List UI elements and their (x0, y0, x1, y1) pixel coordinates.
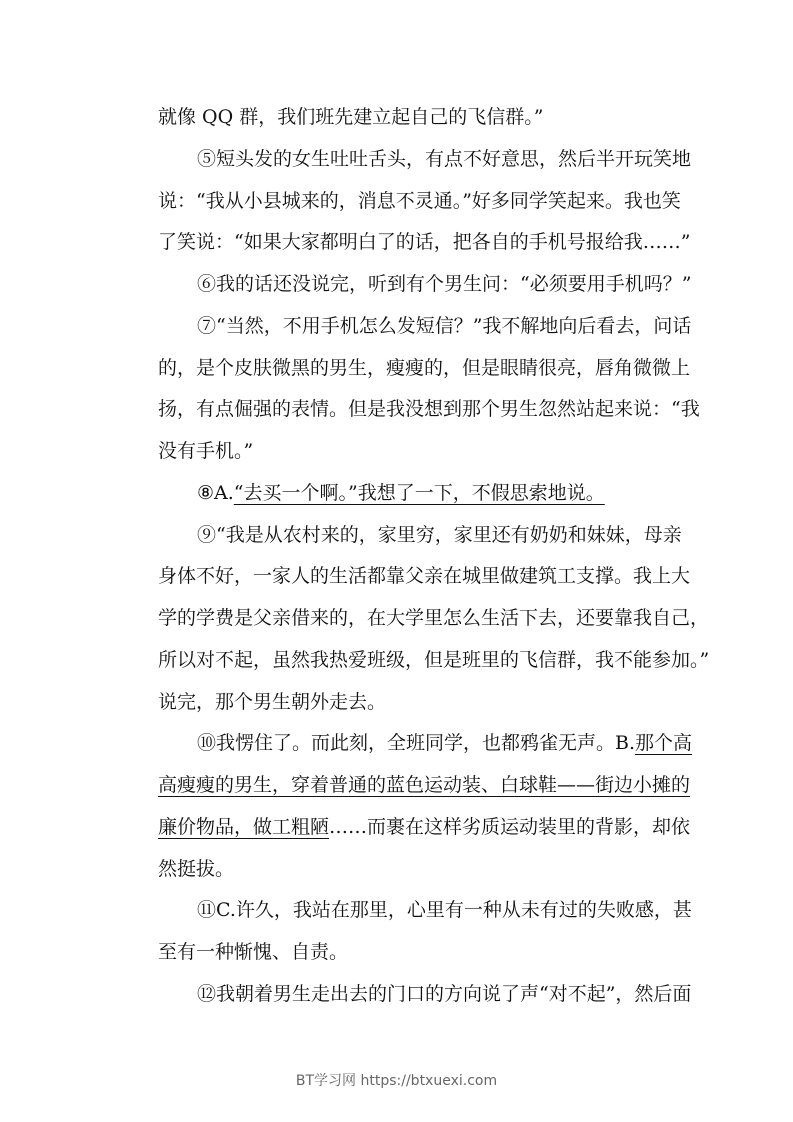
text-segment: ⑩我愣住了。而此刻，全班同学，也都鸦雀无声。B. (197, 732, 636, 755)
text-segment: ⑦“当然，不用手机怎么发短信？”我不解地向后看去，问话 (197, 314, 692, 337)
text-line (197, 312, 692, 340)
text-line (197, 980, 692, 1008)
text-segment: ⑫我朝着男生走出去的门口的方向说了声“对不起”，然后面 (197, 982, 692, 1005)
text-line (197, 729, 693, 757)
underlined-text: “去买一个啊。”我想了一下，不假思索地说。 (233, 481, 605, 504)
text-line (158, 354, 691, 382)
text-line (197, 145, 692, 173)
text-segment: 所以对不起，虽然我热爱班级，但是班里的飞信群，我不能参加。” (158, 648, 710, 671)
text-line (158, 562, 691, 590)
text-segment: ……而裹在这样劣质运动装里的背影，却依 (329, 815, 691, 838)
text-line (158, 103, 675, 131)
underlined-text: 高瘦瘦的男生，穿着普通的蓝色运动装、白球鞋——街边小摊的 (158, 774, 691, 796)
text-line (158, 395, 700, 423)
text-segment: 就像 QQ 群，我们班先建立起自己的飞信群。” (158, 106, 544, 128)
text-line (197, 896, 692, 924)
text-line (197, 521, 682, 549)
text-segment: 了笑说：“如果大家都明白了的话，把各自的手机号报给我……” (158, 231, 691, 254)
text-segment: 说完，那个男生朝外走去。 (158, 690, 387, 713)
text-segment: 的，是个皮肤微黑的男生，瘦瘦的，但是眼睛很亮，唇角微微上 (158, 356, 691, 379)
text-line (158, 855, 675, 883)
text-segment: ⑤短头发的女生吐吐舌头，有点不好意思，然后半开玩笑地 (197, 147, 692, 170)
text-segment: ⑧A. (197, 481, 234, 504)
text-line (197, 479, 675, 507)
footer-watermark[interactable]: BT学习网 https://btxuexi.com (295, 1073, 498, 1089)
text-line (158, 604, 710, 632)
text-line (158, 813, 691, 841)
text-line (158, 771, 691, 799)
text-line (158, 938, 675, 966)
text-segment: 至有一种惭愧、自责。 (158, 941, 349, 963)
text-line (197, 270, 692, 298)
text-segment: ⑨“我是从农村来的，家里穷，家里还有奶奶和妹妹，母亲 (197, 523, 682, 546)
text-segment: 没有手机。” (158, 440, 254, 462)
text-segment: 扬，有点倔强的表情。但是我没想到那个男生忽然站起来说：“我 (158, 398, 700, 421)
text-segment: ⑥我的话还没说完，听到有个男生问：“必须要用手机吗？” (197, 273, 692, 295)
text-segment: 然挺拔。 (158, 857, 235, 880)
text-line (158, 228, 691, 256)
text-line (158, 187, 681, 215)
text-segment: 学的学费是父亲借来的，在大学里怎么生活下去，还要靠我自己， (158, 607, 710, 629)
underlined-text: 廉价物品，做工粗陋 (158, 815, 330, 838)
text-segment: ⑪C.许久，我站在那里，心里有一种从未有过的失败感，甚 (197, 899, 692, 922)
text-line (158, 688, 675, 716)
text-line (158, 646, 710, 674)
underlined-text: 那个高 (635, 732, 693, 755)
text-line (158, 437, 675, 465)
text-segment: 说：“我从小县城来的，消息不灵通。”好多同学笑起来。我也笑 (158, 189, 681, 212)
text-segment: 身体不好，一家人的生活都靠父亲在城里做建筑工支撑。我上大 (158, 565, 691, 588)
